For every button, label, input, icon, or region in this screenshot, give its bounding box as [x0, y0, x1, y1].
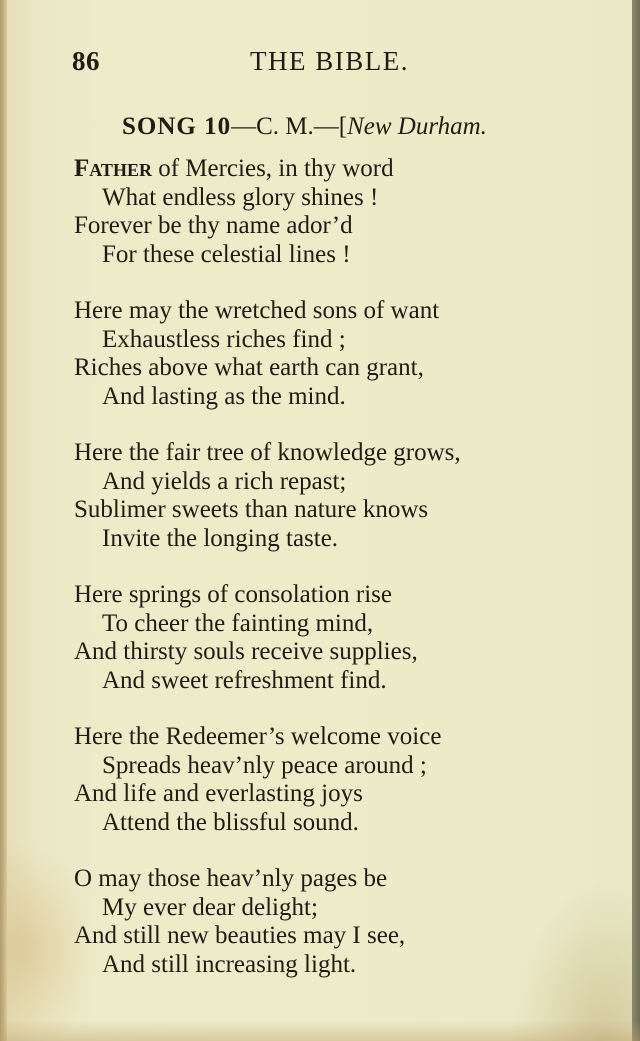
verse-line: What endless glory shines ! [102, 183, 379, 211]
verse-line: Spreads heav’nly peace around ; [102, 751, 427, 779]
verse-line: And lasting as the mind. [102, 382, 346, 410]
running-title: THE BIBLE. [250, 46, 409, 76]
page-right-edge [632, 0, 640, 1041]
verse-line: Here springs of consolation rise [74, 581, 392, 608]
song-meter: —C. M.—[ [231, 113, 348, 140]
verse-line: Exhaustless riches find ; [102, 325, 346, 353]
verse-line: And life and everlasting joys [74, 780, 363, 807]
verse-line: Invite the longing taste. [102, 524, 339, 552]
verse-line: And still increasing light. [102, 950, 357, 978]
stanza-5 [74, 723, 614, 837]
verse-line: Here the Redeemer’s welcome voice [74, 723, 442, 750]
verse-line: And thirsty souls receive supplies, [74, 638, 418, 665]
page-left-edge [0, 0, 7, 1041]
page-number: 86 [72, 46, 100, 76]
stanza-2 [74, 297, 614, 411]
verse-line: Attend the blissful sound. [102, 808, 359, 836]
page-bottom-stain [0, 1020, 640, 1041]
opening-word: Father [74, 155, 152, 182]
song-verses [74, 155, 614, 1007]
verse-line: O may those heav’nly pages be [74, 865, 388, 892]
verse-line: Father of Mercies, in thy word [74, 155, 394, 182]
song-label: SONG 10 [122, 113, 232, 140]
song-tune-name: New Durham. [347, 113, 487, 140]
verse-line: For these celestial lines ! [102, 240, 351, 268]
stanza-1 [74, 155, 614, 269]
song-heading [122, 113, 487, 141]
verse-line: Here may the wretched sons of want [74, 297, 440, 324]
verse-line: And sweet refreshment find. [102, 666, 387, 694]
verse-line: And still new beauties may I see, [74, 922, 406, 949]
verse-line: Sublimer sweets than nature knows [74, 496, 429, 523]
stanza-4 [74, 581, 614, 695]
verse-line: And yields a rich repast; [102, 467, 347, 495]
verse-line: Here the fair tree of knowledge grows, [74, 439, 461, 466]
stanza-6 [74, 865, 614, 979]
stanza-3 [74, 439, 614, 553]
verse-line: Forever be thy name ador’d [74, 212, 353, 239]
verse-line: To cheer the fainting mind, [102, 609, 374, 637]
verse-line: My ever dear delight; [102, 893, 318, 921]
verse-line: Riches above what earth can grant, [74, 354, 424, 381]
